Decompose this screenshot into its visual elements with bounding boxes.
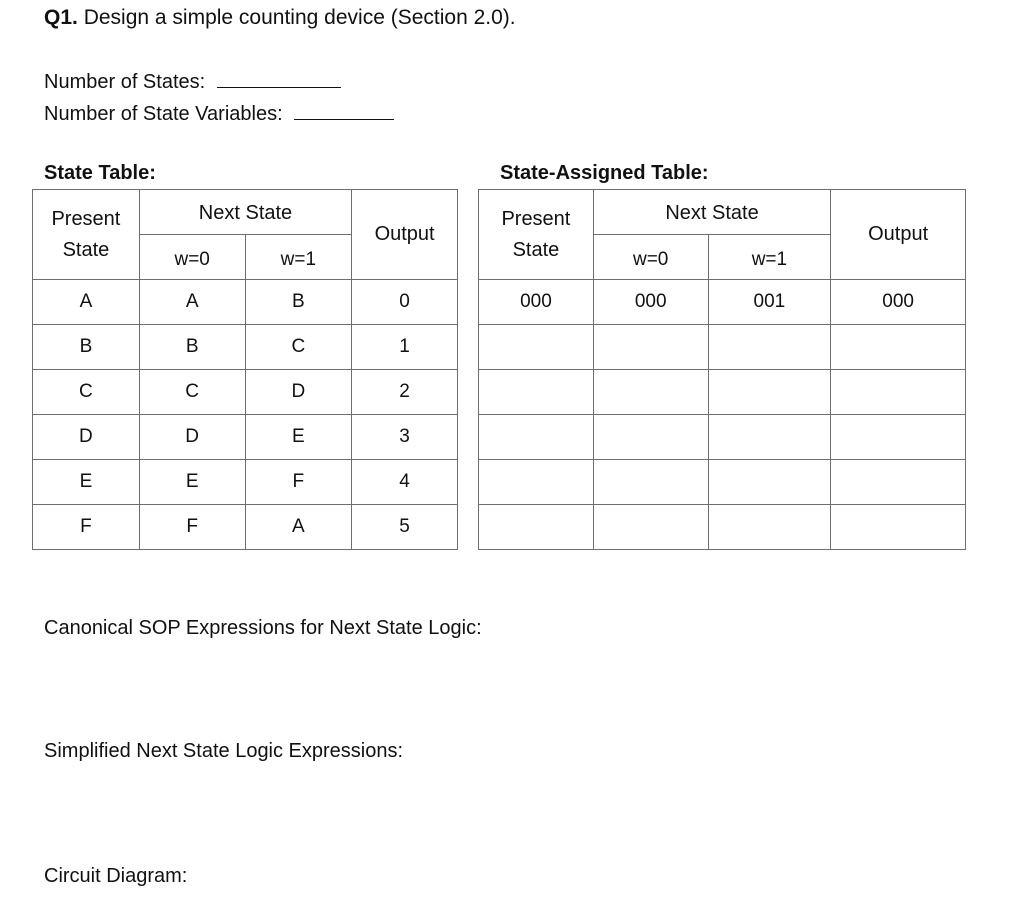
state-table-present-header [33, 190, 140, 280]
next-w0-cell[interactable] [593, 370, 708, 415]
next-w1-cell: D [245, 370, 352, 415]
table-row [33, 325, 458, 370]
present-cell: B [33, 325, 140, 370]
state-table-output-header: Output [352, 190, 458, 280]
table-row [33, 505, 458, 550]
table-row [479, 280, 966, 325]
next-w1-cell: A [245, 505, 352, 550]
next-w0-cell[interactable] [593, 415, 708, 460]
output-cell: 4 [352, 460, 458, 505]
present-cell: C [33, 370, 140, 415]
next-w0-cell: 000 [593, 280, 708, 325]
canonical-sop-prompt: Canonical SOP Expressions for Next State Logic: [44, 617, 482, 639]
next-w1-cell[interactable] [708, 325, 831, 370]
output-cell: 5 [352, 505, 458, 550]
state-table-title: State Table: [44, 162, 156, 184]
table-row [33, 370, 458, 415]
output-cell: 2 [352, 370, 458, 415]
table-row [33, 460, 458, 505]
next-w1-cell: E [245, 415, 352, 460]
state-table [32, 189, 458, 550]
assigned-table-present-label-1: Present [501, 207, 571, 230]
table-row [479, 505, 966, 550]
assigned-table-w1-header: w=1 [708, 235, 831, 280]
next-w0-cell: D [139, 415, 245, 460]
num-vars-label: Number of State Variables: [44, 103, 283, 125]
present-cell[interactable] [479, 460, 594, 505]
table-row [33, 280, 458, 325]
num-vars-row [44, 101, 394, 126]
table-row [479, 415, 966, 460]
question-title [44, 6, 516, 30]
present-cell[interactable] [479, 370, 594, 415]
table-row [479, 370, 966, 415]
present-cell[interactable] [479, 415, 594, 460]
present-cell: E [33, 460, 140, 505]
next-w0-cell[interactable] [593, 505, 708, 550]
assigned-table-title: State-Assigned Table: [500, 162, 709, 184]
present-cell: A [33, 280, 140, 325]
num-vars-blank[interactable] [294, 101, 394, 120]
output-cell[interactable] [831, 460, 966, 505]
output-cell[interactable] [831, 505, 966, 550]
assigned-table-w0-header: w=0 [593, 235, 708, 280]
table-row [479, 325, 966, 370]
present-cell: 000 [479, 280, 594, 325]
next-w1-cell[interactable] [708, 415, 831, 460]
state-table-present-label-1: Present [51, 207, 121, 230]
next-w1-cell[interactable] [708, 460, 831, 505]
assigned-table-present-label-2: State [512, 238, 560, 261]
question-number: Q1. [44, 6, 78, 29]
assigned-table-present-header [479, 190, 594, 280]
present-cell: D [33, 415, 140, 460]
num-states-row [44, 69, 341, 94]
next-w0-cell: F [139, 505, 245, 550]
output-cell: 000 [831, 280, 966, 325]
num-states-blank[interactable] [217, 69, 341, 88]
next-w1-cell: B [245, 280, 352, 325]
output-cell: 3 [352, 415, 458, 460]
next-w1-cell[interactable] [708, 370, 831, 415]
present-cell: F [33, 505, 140, 550]
next-w0-cell: E [139, 460, 245, 505]
next-w0-cell[interactable] [593, 325, 708, 370]
question-text: Design a simple counting device (Section 2.0). [83, 6, 516, 29]
next-w0-cell: C [139, 370, 245, 415]
present-cell[interactable] [479, 505, 594, 550]
next-w1-cell[interactable] [708, 505, 831, 550]
simplified-logic-prompt: Simplified Next State Logic Expressions: [44, 740, 404, 762]
num-states-label: Number of States: [44, 71, 206, 93]
next-w1-cell: F [245, 460, 352, 505]
next-w1-cell: C [245, 325, 352, 370]
circuit-diagram-prompt: Circuit Diagram: [44, 865, 188, 887]
present-cell[interactable] [479, 325, 594, 370]
assigned-table-output-header: Output [831, 190, 966, 280]
output-cell: 0 [352, 280, 458, 325]
table-row [33, 415, 458, 460]
next-w0-cell: B [139, 325, 245, 370]
assigned-table-next-state-header: Next State [593, 190, 830, 235]
state-table-next-state-header: Next State [139, 190, 351, 235]
next-w0-cell[interactable] [593, 460, 708, 505]
state-table-present-label-2: State [62, 238, 110, 261]
output-cell[interactable] [831, 415, 966, 460]
table-row [479, 460, 966, 505]
output-cell[interactable] [831, 370, 966, 415]
assigned-table [478, 189, 966, 550]
state-table-w1-header: w=1 [245, 235, 352, 280]
next-w1-cell: 001 [708, 280, 831, 325]
output-cell[interactable] [831, 325, 966, 370]
next-w0-cell: A [139, 280, 245, 325]
output-cell: 1 [352, 325, 458, 370]
state-table-w0-header: w=0 [139, 235, 245, 280]
